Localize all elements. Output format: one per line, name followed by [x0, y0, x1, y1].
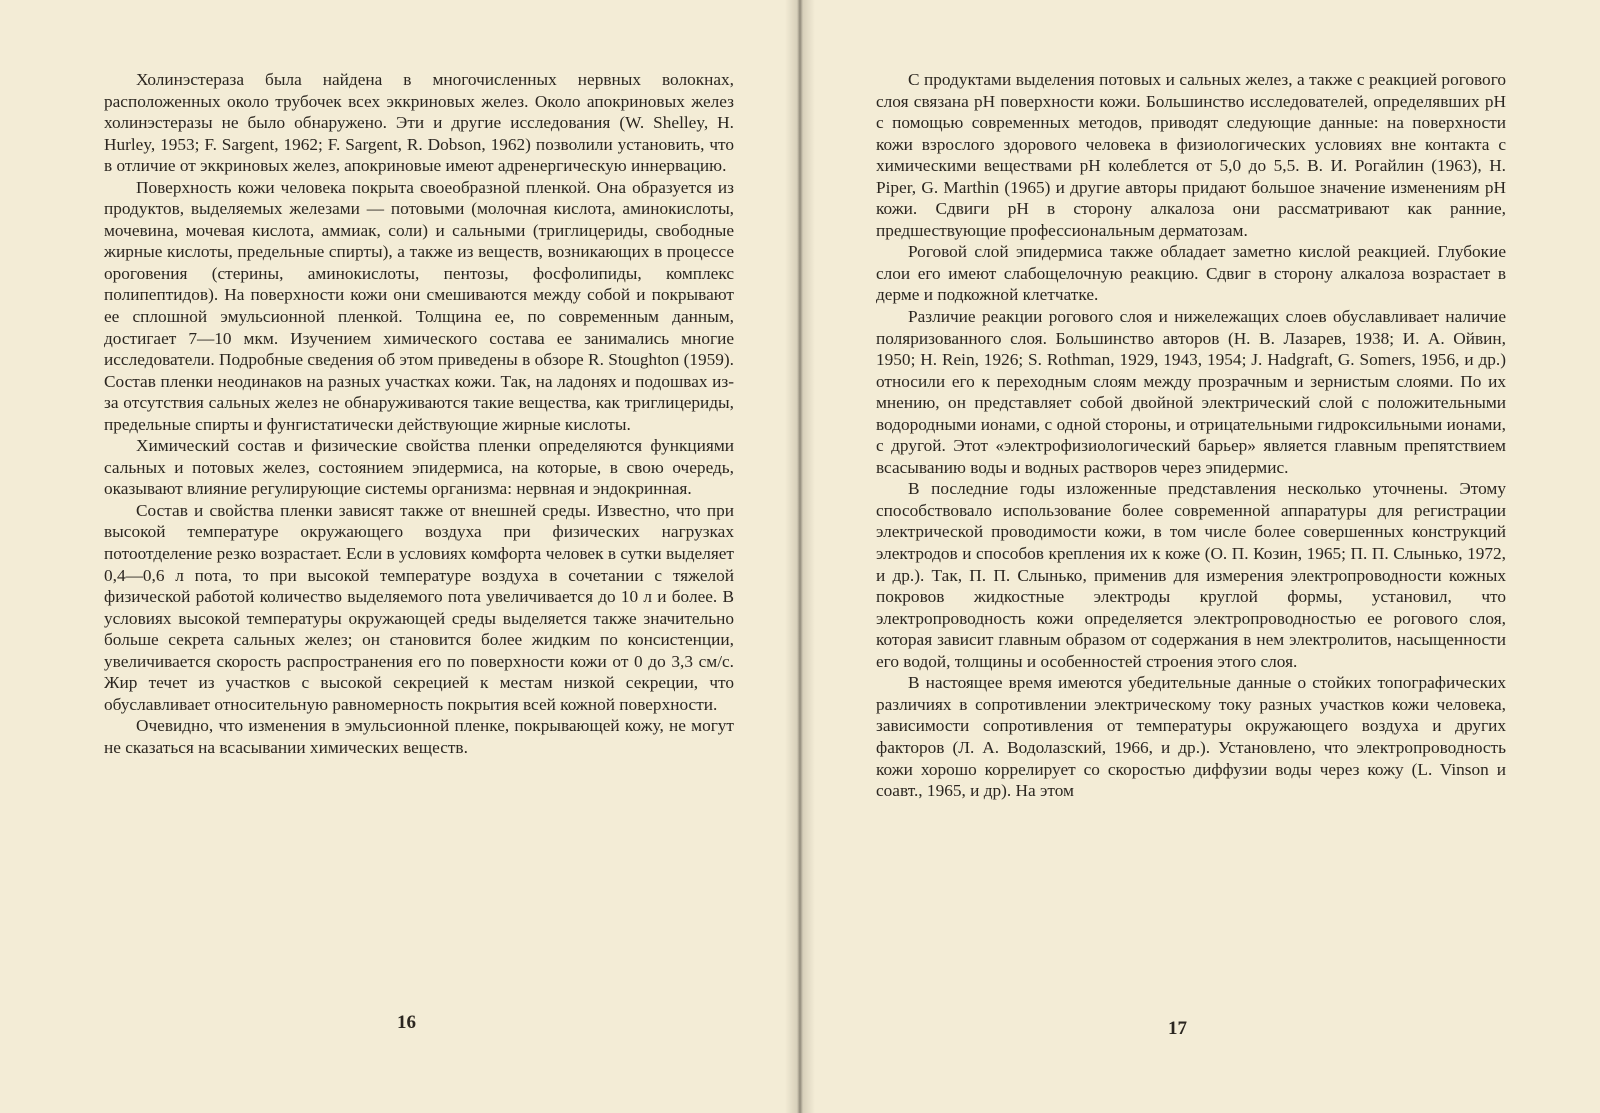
right-paragraph-4: В последние годы изложенные представления несколько уточнены. Этому способствовало использование более современной аппаратуры для регистрации электрической проводимости кожи, в том числе более совершенных конструкций электродов и способов крепления их к коже (О. П. Козин, 1965; П. П. Слынько, 1972, и др.). Так, П. П. Слынько, применив для измерения электропроводности кожных покровов жидкостные электроды круглой формы, установил, что электропроводность кожи определяется электропроводностью ее рогового слоя, которая зависит главным образом от содержания в нем электролитов, насыщенности его водой, толщины и особенностей строения этого слоя.	[876, 479, 1506, 671]
right-paragraph-5: В настоящее время имеются убедительные данные о стойких топографических различиях в сопротивлении электрическому току разных участков кожи человека, зависимости сопротивления от температуры окружающего воздуха и других факторов (Л. А. Водолазский, 1966, и др.). Установлено, что электропроводность кожи хорошо коррелирует со скоростью диффузии воды через кожу (L. Vinson и соавт., 1965, и др). На этом	[876, 673, 1506, 801]
left-paragraph-5: Очевидно, что изменения в эмульсионной пленке, покрывающей кожу, не могут не сказаться на всасывании химических веществ.	[104, 716, 734, 757]
right-page-text	[876, 69, 1506, 802]
right-paragraph-3: Различие реакции рогового слоя и нижележащих слоев обуславливает наличие поляризованного слоя. Большинство авторов (Н. В. Лазарев, 1938; И. А. Ойвин, 1950; H. Rein, 1926; S. Rothman, 1929, 1943, 1954; J. Hadgraft, G. Somers, 1956, и др.) относили его к переходным слоям между прозрачным и зернистым слоями. По их мнению, он представляет собой двойной электрический слой с положительными водородными ионами, с одной стороны, и отрицательными гидроксильными ионами, с другой. Этот «электрофизиологический барьер» является главным препятствием всасыванию воды и водных растворов через эпидермис.	[876, 307, 1506, 477]
left-paragraph-4: Состав и свойства пленки зависят также от внешней среды. Известно, что при высокой температуре окружающего воздуха при физических нагрузках потоотделение резко возрастает. Если в условиях комфорта человек в сутки выделяет 0,4—0,6 л пота, то при высокой температуре воздуха в сочетании с тяжелой физической работой количество выделяемого пота увеличивается до 10 л и более. В условиях высокой температуры окружающей среды выделяется также значительно больше секрета сальных желез; он становится более жидким по консистенции, увеличивается скорость распространения его по поверхности кожи от 0 до 3,3 см/с. Жир течет из участков с высокой секрецией к местам низкой секреции, что обуславливает относительную равномерность покрытия всей кожной поверхности.	[104, 500, 734, 714]
right-page	[800, 0, 1600, 1113]
left-paragraph-2: Поверхность кожи человека покрыта своеобразной пленкой. Она образуется из продуктов, выделяемых железами — потовыми (молочная кислота, аминокислоты, мочевина, мочевая кислота, аммиак, соли) и сальными (триглицериды, свободные жирные кислоты, предельные спирты), а также из веществ, возникающих в процессе ороговения (стерины, аминокислоты, пентозы, фосфолипиды, комплекс полипептидов). На поверхности кожи они смешиваются между собой и покрывают ее сплошной эмульсионной пленкой. Толщина ее, по современным данным, достигает 7—10 мкм. Изучением химического состава ее занимались многие исследователи. Подробные сведения об этом приведены в обзоре R. Stoughton (1959). Состав пленки неодинаков на разных участках кожи. Так, на ладонях и подошвах из-за отсутствия сальных желез не обнаруживаются такие вещества, как триглицериды, предельные спирты и фунгистатически действующие жирные кислоты.	[104, 177, 734, 434]
left-page-number: 16	[397, 1012, 416, 1033]
right-page-number: 17	[1168, 1018, 1187, 1039]
right-paragraph-2: Роговой слой эпидермиса также обладает заметно кислой реакцией. Глубокие слои его имеют слабощелочную реакцию. Сдвиг в сторону алкалоза возрастает в дерме и подкожной клетчатке.	[876, 242, 1506, 305]
right-paragraph-1: С продуктами выделения потовых и сальных желез, а также с реакцией рогового слоя связана pH поверхности кожи. Большинство исследователей, определявших pH с помощью современных методов, приводят следующие данные: на поверхности кожи взрослого здорового человека в физиологических условиях вне контакта с химическими веществами pH колеблется от 5,0 до 5,5. В. И. Рогайлин (1963), H. Piper, G. Marthin (1965) и другие авторы придают большое значение изменениям pH кожи. Сдвиги pH в сторону алкалоза они рассматривают как ранние, предшествующие профессиональным дерматозам.	[876, 70, 1506, 240]
left-paragraph-1: Холинэстераза была найдена в многочисленных нервных волокнах, расположенных около трубочек всех эккриновых желез. Около апокриновых желез холинэстеразы не было обнаружено. Эти и другие исследования (W. Shelley, H. Hurley, 1953; F. Sargent, 1962; F. Sargent, R. Dobson, 1962) позволили установить, что в отличие от эккриновых желез, апокриновые имеют адренергическую иннервацию.	[104, 70, 734, 176]
left-paragraph-3: Химический состав и физические свойства пленки определяются функциями сальных и потовых желез, состоянием эпидермиса, на которые, в свою очередь, оказывают влияние регулирующие системы организма: нервная и эндокринная.	[104, 436, 734, 499]
left-page-text	[104, 69, 734, 759]
